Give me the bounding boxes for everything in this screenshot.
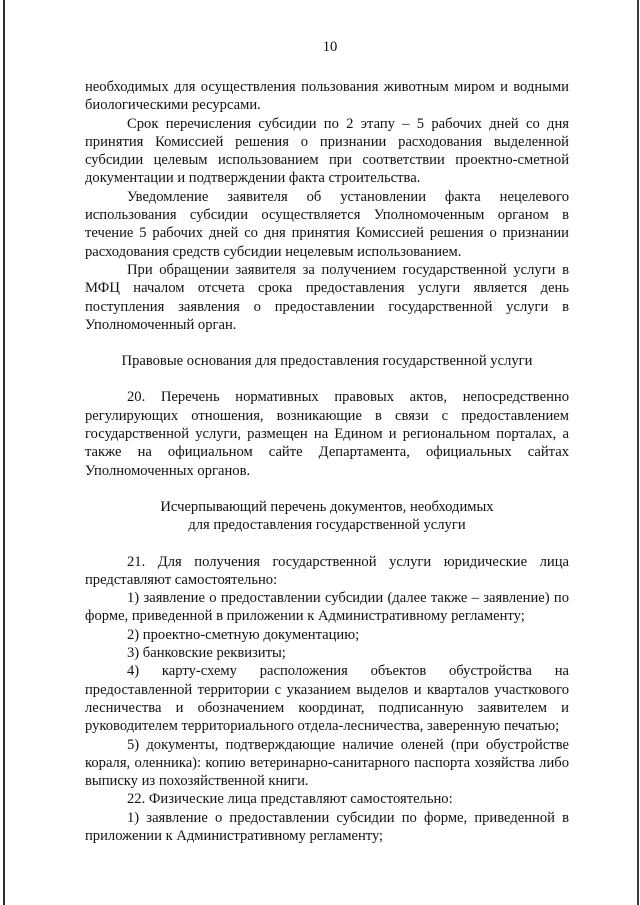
paragraph-continuation: необходимых для осуществления пользования животным миром и водными биологическими ресурсами. (85, 79, 569, 114)
paragraph-22: 22. Физические лица представляют самостоятельно: (127, 791, 453, 808)
page-number: 10 (322, 39, 338, 55)
list-item-22-1: 1) заявление о предоставлении субсидии по форме, приведенной в приложении к Административному регламенту; (85, 809, 569, 844)
heading-documents-line1: Исчерпывающий перечень документов, необходимых (160, 498, 494, 515)
paragraph-mfc: При обращении заявителя за получением государственной услуги в МФЦ началом отсчета срока предоставления услуги является день поступления заявления о предоставлении государственной услуги в Уполномоченный орган. (85, 261, 569, 333)
heading-documents-line2: для предоставления государственной услуги (188, 517, 466, 534)
scan-edge-left (3, 0, 5, 905)
list-item-21-4: 4) карту-схему расположения объектов обустройства на предоставленной территории с указанием выделов и кварталов участкового лесничества и обозначением координат, подписанную заявителем и руководителем территориального отдела-лесничества, заверенную печатью; (85, 663, 569, 735)
document-body (85, 78, 569, 845)
heading-legal-basis: Правовые основания для предоставления государственной услуги (121, 353, 533, 370)
scan-edge-right (637, 0, 639, 905)
list-item-21-3: 3) банковские реквизиты; (127, 645, 286, 662)
heading-documents (85, 498, 569, 535)
list-item-21-5: 5) документы, подтверждающие наличие оленей (при обустройстве кораля, оленника): копию ветеринарно-санитарного паспорта хозяйства либо выписку из похозяйственной книги. (85, 736, 569, 790)
list-item-21-1: 1) заявление о предоставлении субсидии (далее также – заявление) по форме, приведенной в приложении к Административному регламенту; (85, 590, 569, 625)
paragraph-transfer-term: Срок перечисления субсидии по 2 этапу – 5 рабочих дней со дня принятия Комиссией решения о признании расходования выделенной субсидии целевым использованием при соответствии проектно-сметной документации и подтверждении факта строительства. (85, 115, 569, 187)
paragraph-notification: Уведомление заявителя об установлении факта нецелевого использования субсидии осуществляется Уполномоченным органом в течение 5 рабочих дней со дня принятия Комиссией решения о признании расходования средств субсидии нецелевым использованием. (85, 188, 569, 260)
list-item-21-2: 2) проектно-сметную документацию; (127, 626, 360, 643)
paragraph-20: 20. Перечень нормативных правовых актов, непосредственно регулирующих отношения, возникающие в связи с предоставлением государственной услуги, размещен на Едином и региональном порталах, а также на официальном сайте Департамента, официальных сайтах Уполномоченных органов. (85, 389, 569, 479)
paragraph-21: 21. Для получения государственной услуги юридические лица представляют самостоятельно: (85, 553, 569, 588)
